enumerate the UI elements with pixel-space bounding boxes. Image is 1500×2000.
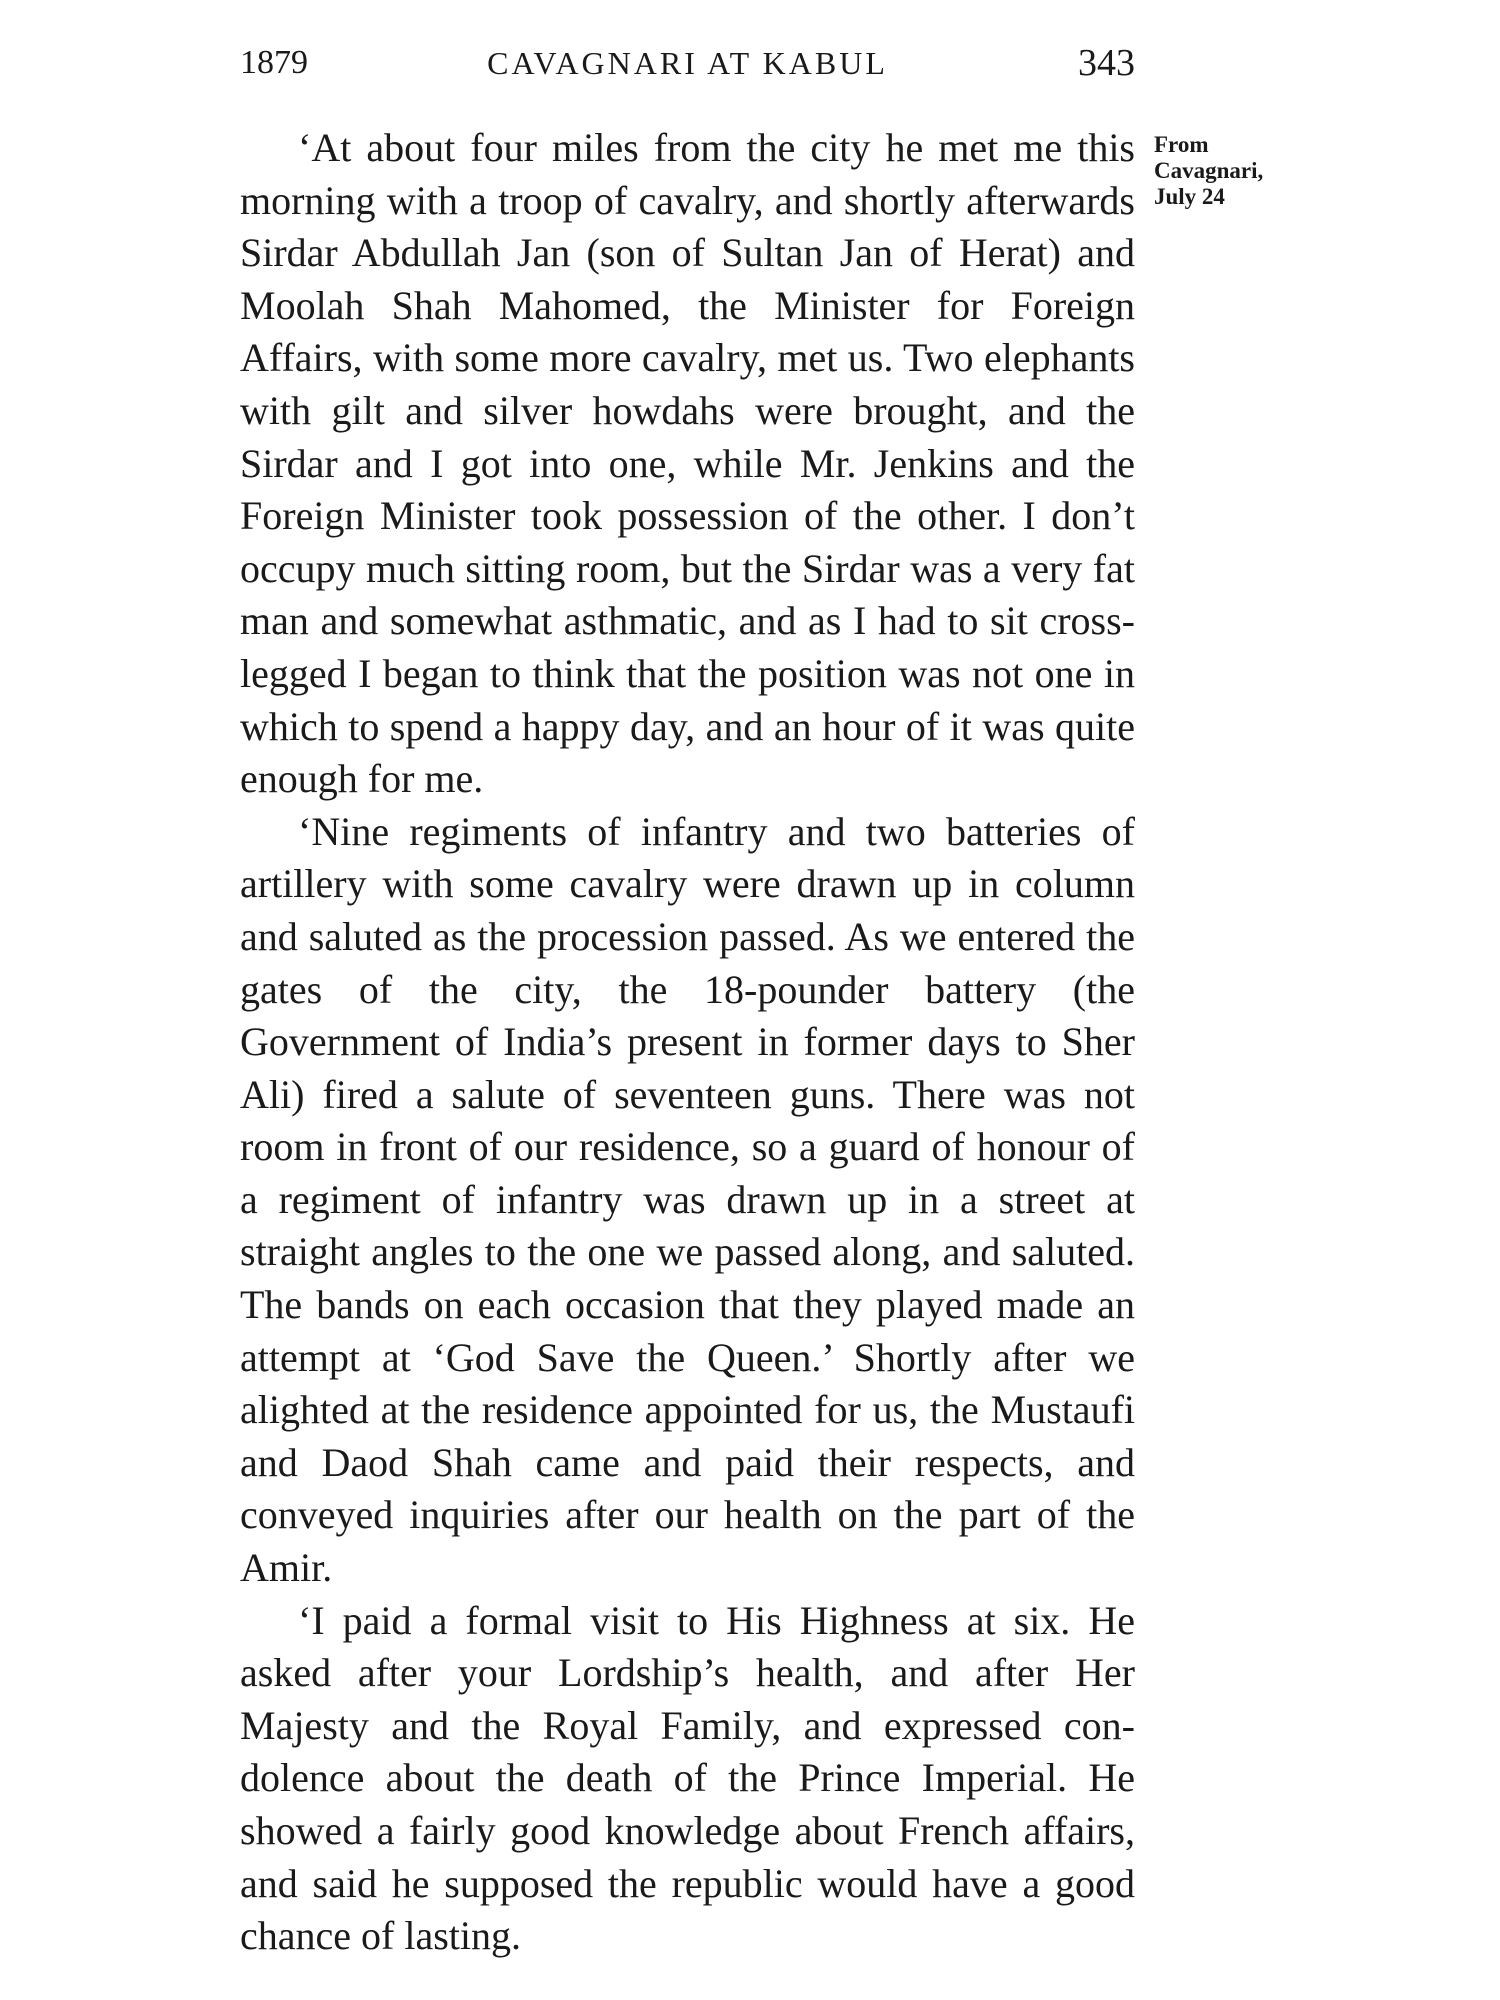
paragraph-visit: ‘I paid a formal visit to His Highness at six. He asked after your Lordship’s health, and after Her Majesty and the Royal Family, and expressed condolence about the death of the Prince Imperial. He showed a fairly good knowledge about French affairs, and said he supposed the republic would have a good chance of lasting. [240, 1597, 1135, 1959]
margin-note-line: July 24 [1154, 184, 1225, 209]
margin-note [1154, 132, 1294, 210]
page-number: 343 [1078, 42, 1135, 84]
body-text [240, 122, 1135, 1963]
paragraph-arrival: ‘At about four miles from the city he met me this morning with a troop of cavalry, and shortly afterwards Sirdar Abdullah Jan (son of Sultan Jan of Herat) and Moolah Shah Mahomed, the Minister for Foreign Affairs, with some more cavalry, met us. Two elephants with gilt and silver howdahs were brought, and the Sirdar and I got into one, while Mr. Jenkins and the Foreign Minister took possession of the other. I don’t occupy much sitting room, but the Sirdar was a very fat man and somewhat asthmatic, and as I had to sit cross-legged I began to think that the position was not one in which to spend a happy day, and an hour of it was quite enough for me. [240, 125, 1135, 802]
paragraph-procession: ‘Nine regiments of infantry and two batteries of artillery with some cavalry were drawn up in column and saluted as the procession passed. As we entered the gates of the city, the 18-pounder battery (the Government of India’s present in former days to Sher Ali) fired a salute of seventeen guns. There was not room in front of our residence, so a guard of honour of a regiment of infantry was drawn up in a street at straight angles to the one we passed along, and saluted. The bands on each occasion that they played made an attempt at ‘God Save the Queen.’ Shortly after we alighted at the residence appointed for us, the Mustaufi and Daod Shah came and paid their respects, and conveyed inquiries after our health on the part of the Amir. [240, 808, 1135, 1591]
header-year: 1879 [240, 44, 308, 81]
running-head [240, 38, 1135, 88]
margin-note-line: Cavagnari, [1154, 158, 1264, 183]
margin-note-line: From [1154, 132, 1209, 157]
header-title: CAVAGNARI AT KABUL [487, 45, 888, 81]
